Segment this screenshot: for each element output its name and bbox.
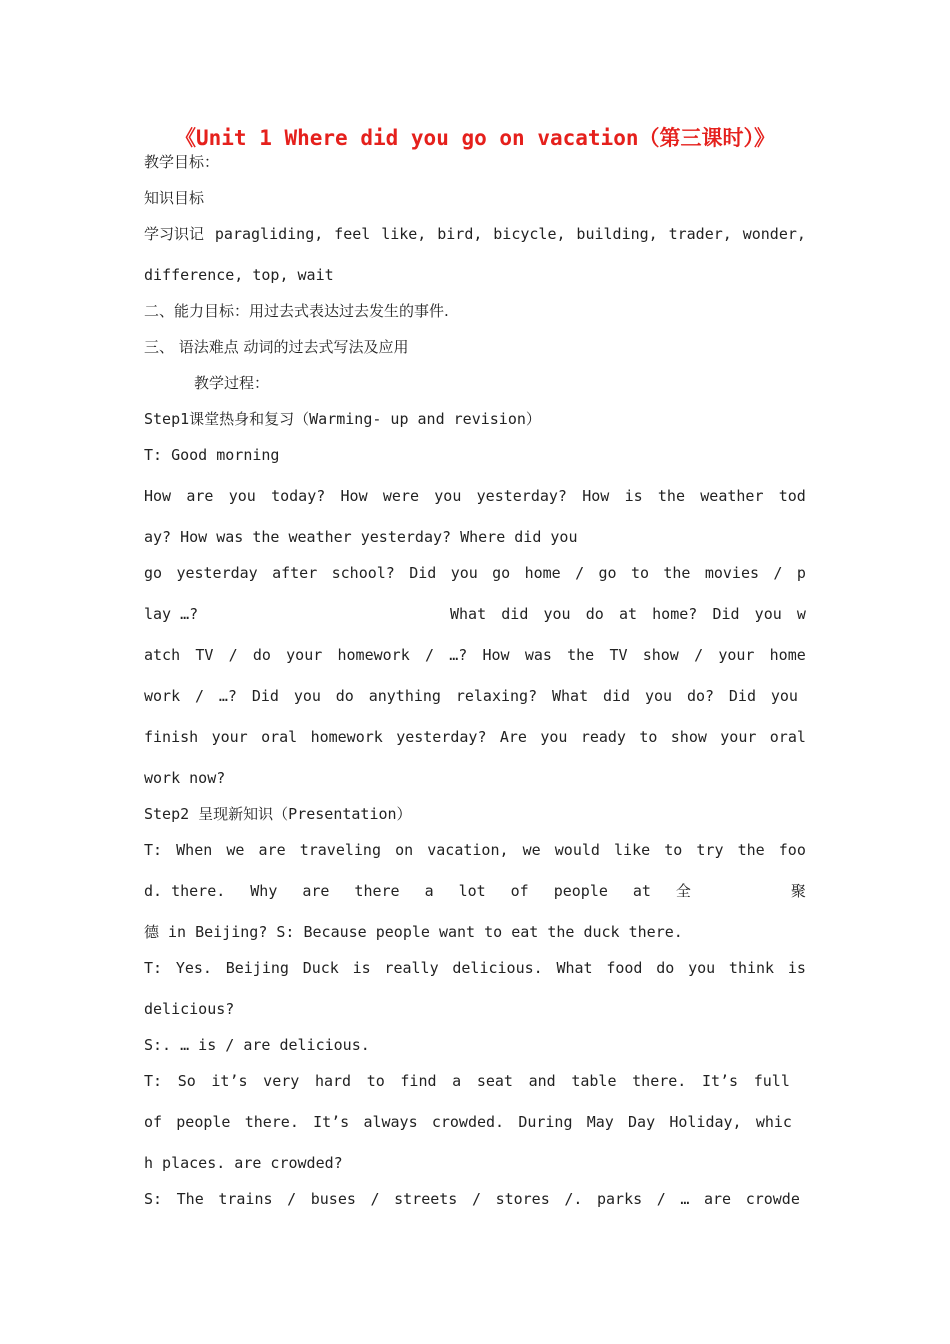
word: go — [492, 564, 511, 582]
word: did — [603, 687, 631, 705]
word: go — [598, 564, 617, 582]
word: the — [663, 564, 691, 582]
word: d. there. — [144, 882, 226, 900]
word: are — [258, 841, 286, 859]
word: Beijing — [225, 959, 289, 977]
word: do — [335, 687, 354, 705]
paragraph2-line-5: delicious? — [144, 1000, 235, 1018]
word: to — [630, 564, 649, 582]
grammar-difficulty: 三、 语法难点 动词的过去式写法及应用 — [144, 338, 409, 356]
word: people — [553, 882, 608, 900]
word: you — [228, 487, 256, 505]
word: Why — [250, 882, 278, 900]
greeting-line: T: Good morning — [144, 446, 280, 464]
word: traveling — [299, 841, 381, 859]
paragraph2-line-10 — [144, 1189, 800, 1209]
step2-heading: Step2 呈现新知识（Presentation） — [144, 805, 412, 823]
word: trains — [218, 1190, 273, 1208]
ability-objective: 二、能力目标：用过去式表达过去发生的事件. — [144, 302, 449, 320]
word: wonder, — [742, 225, 806, 243]
word: 全 — [675, 882, 691, 900]
word: like — [614, 841, 651, 859]
word: did — [501, 605, 529, 623]
word: weather — [700, 487, 764, 505]
word: It’s — [313, 1113, 350, 1131]
word: How — [482, 646, 510, 664]
word: parks — [597, 1190, 643, 1208]
word: homework — [337, 646, 410, 664]
word: table — [571, 1072, 617, 1090]
paragraph1-line-5 — [144, 645, 806, 665]
word: is — [624, 487, 643, 505]
paragraph1-line-3 — [144, 563, 806, 583]
word: tod — [778, 487, 806, 505]
word: TV — [609, 646, 628, 664]
word: your — [286, 646, 323, 664]
word: Did — [712, 605, 740, 623]
word: do — [585, 605, 604, 623]
word: p — [796, 564, 806, 582]
word: / — [773, 564, 783, 582]
word: 聚 — [790, 882, 806, 900]
word: find — [400, 1072, 437, 1090]
word: Yes. — [175, 959, 212, 977]
word: May — [586, 1113, 614, 1131]
word: you — [770, 687, 798, 705]
word: What — [556, 959, 593, 977]
word: The — [176, 1190, 204, 1208]
word: / — [471, 1190, 481, 1208]
paragraph2-line-3: 德 in Beijing? S: Because people want to eat the duck there. — [144, 923, 683, 941]
word: yesterday? — [476, 487, 567, 505]
word: What — [552, 687, 589, 705]
knowledge-heading: 知识目标 — [144, 189, 205, 207]
word: hard — [314, 1072, 352, 1090]
word: is — [352, 959, 371, 977]
word: we — [226, 841, 245, 859]
word: bird, — [437, 225, 483, 243]
word: What — [450, 605, 487, 623]
word: / — [694, 646, 704, 664]
word: 学习识记 — [144, 225, 205, 243]
step1-heading: Step1课堂热身和复习（Warming- up and revision） — [144, 410, 541, 428]
word: there. — [632, 1072, 687, 1090]
word: finish — [144, 728, 199, 746]
word: ready — [580, 728, 626, 746]
word: paragliding, — [214, 225, 324, 243]
word: atch — [144, 646, 181, 664]
word: try — [696, 841, 724, 859]
word: are — [186, 487, 214, 505]
word: / — [575, 564, 585, 582]
paragraph1-line-8: work now? — [144, 769, 226, 787]
word: oral — [261, 728, 298, 746]
word: home — [769, 646, 806, 664]
word: relaxing? — [455, 687, 538, 705]
objectives-heading: 教学目标： — [144, 153, 220, 171]
word: T: — [144, 1072, 163, 1090]
word: today? — [271, 487, 326, 505]
word: foo — [778, 841, 806, 859]
word: full — [753, 1072, 790, 1090]
word: feel — [334, 225, 371, 243]
word: you — [644, 687, 673, 705]
paragraph2-line-4 — [144, 958, 806, 978]
paragraph2-line-1 — [144, 840, 806, 860]
word: streets — [394, 1190, 458, 1208]
word: / — [424, 646, 434, 664]
word: … — [680, 1190, 690, 1208]
paragraph2-line-7 — [144, 1071, 790, 1091]
paragraph1-line-1 — [144, 486, 806, 506]
word: delicious. — [452, 959, 543, 977]
word: So — [177, 1072, 196, 1090]
word: show — [642, 646, 679, 664]
word: How — [340, 487, 368, 505]
paragraph1-line-4a: lay …? — [144, 605, 199, 623]
word: you — [293, 687, 321, 705]
word: was — [524, 646, 552, 664]
word: show — [670, 728, 707, 746]
word: movies — [704, 564, 760, 582]
word: crowded. — [431, 1113, 505, 1131]
paragraph2-line-2 — [144, 881, 806, 901]
word: school? — [331, 564, 395, 582]
word: your — [211, 728, 248, 746]
word: / — [228, 646, 238, 664]
word: always — [363, 1113, 418, 1131]
word: food — [606, 959, 643, 977]
word: is — [787, 959, 806, 977]
word: When — [176, 841, 213, 859]
word: How — [144, 487, 172, 505]
word: stores — [495, 1190, 550, 1208]
word: go — [144, 564, 163, 582]
word: /. — [564, 1190, 583, 1208]
word: to — [639, 728, 658, 746]
word: are — [302, 882, 330, 900]
document-title: 《Unit 1 Where did you go on vacation（第三课时）》 — [174, 126, 775, 150]
word: Holiday, — [669, 1113, 742, 1131]
vocab-line-1 — [144, 224, 806, 244]
word: after — [272, 564, 318, 582]
vocab-line-2: difference, top, wait — [144, 266, 334, 284]
word: of — [144, 1113, 163, 1131]
word: to — [366, 1072, 385, 1090]
paragraph1-line-4b — [450, 604, 806, 624]
word: / — [370, 1190, 380, 1208]
word: were — [382, 487, 420, 505]
word: yesterday? — [396, 728, 487, 746]
word: trader, — [668, 225, 732, 243]
word: vacation, — [427, 841, 509, 859]
word: and — [528, 1072, 556, 1090]
word: home — [524, 564, 561, 582]
word: / — [656, 1190, 666, 1208]
word: the — [737, 841, 765, 859]
word: anything — [368, 687, 441, 705]
word: on — [395, 841, 414, 859]
paragraph2-line-6: S:. … is / are delicious. — [144, 1036, 370, 1054]
word: T: — [144, 959, 163, 977]
word: homework — [310, 728, 383, 746]
word: seat — [476, 1072, 513, 1090]
word: we — [522, 841, 541, 859]
word: at — [632, 882, 651, 900]
word: you — [688, 959, 716, 977]
word: very — [263, 1072, 300, 1090]
word: the — [657, 487, 685, 505]
word: building, — [576, 225, 658, 243]
word: to — [664, 841, 683, 859]
word: a — [452, 1072, 462, 1090]
word: are — [704, 1190, 732, 1208]
word: people — [176, 1113, 231, 1131]
word: Duck — [302, 959, 339, 977]
word: the — [567, 646, 595, 664]
word: you — [540, 728, 568, 746]
paragraph2-line-8 — [144, 1112, 792, 1132]
word: / — [195, 687, 205, 705]
word: bicycle, — [493, 225, 566, 243]
word: there — [354, 882, 400, 900]
word: your — [720, 728, 757, 746]
word: Did — [409, 564, 437, 582]
word: a — [424, 882, 434, 900]
word: do? — [686, 687, 715, 705]
word: think — [728, 959, 775, 977]
word: Are — [499, 728, 527, 746]
word: of — [510, 882, 529, 900]
paragraph1-line-6 — [144, 686, 798, 706]
word: buses — [310, 1190, 356, 1208]
paragraph1-line-2: ay? How was the weather yesterday? Where did you — [144, 528, 578, 546]
word: S: — [144, 1190, 163, 1208]
word: at — [618, 605, 637, 623]
word: you — [434, 487, 462, 505]
word: T: — [144, 841, 163, 859]
word: w — [796, 605, 806, 623]
word: …? — [449, 646, 468, 664]
word: your — [718, 646, 755, 664]
word: you — [450, 564, 478, 582]
word: would — [554, 841, 600, 859]
word: It’s — [701, 1072, 739, 1090]
word: How — [582, 487, 610, 505]
word: it’s — [211, 1072, 248, 1090]
paragraph1-line-7 — [144, 727, 806, 747]
word: like, — [381, 225, 427, 243]
word: you — [543, 605, 571, 623]
word: Did — [251, 687, 279, 705]
word: you — [754, 605, 782, 623]
word: / — [287, 1190, 297, 1208]
paragraph2-line-9: h places. are crowded? — [144, 1154, 343, 1172]
word: crowde — [745, 1190, 800, 1208]
word: During — [518, 1113, 573, 1131]
word: Day — [628, 1113, 656, 1131]
word: do — [252, 646, 271, 664]
word: work — [144, 687, 181, 705]
word: really — [384, 959, 439, 977]
word: …? — [218, 687, 237, 705]
word: Did — [728, 687, 756, 705]
word: oral — [769, 728, 806, 746]
word: do — [656, 959, 675, 977]
word: yesterday — [176, 564, 258, 582]
word: lot — [458, 882, 486, 900]
word: home? — [652, 605, 698, 623]
word: whic — [755, 1113, 792, 1131]
word: TV — [195, 646, 214, 664]
word: there. — [244, 1113, 299, 1131]
teaching-process-heading: 教学过程： — [194, 374, 270, 392]
